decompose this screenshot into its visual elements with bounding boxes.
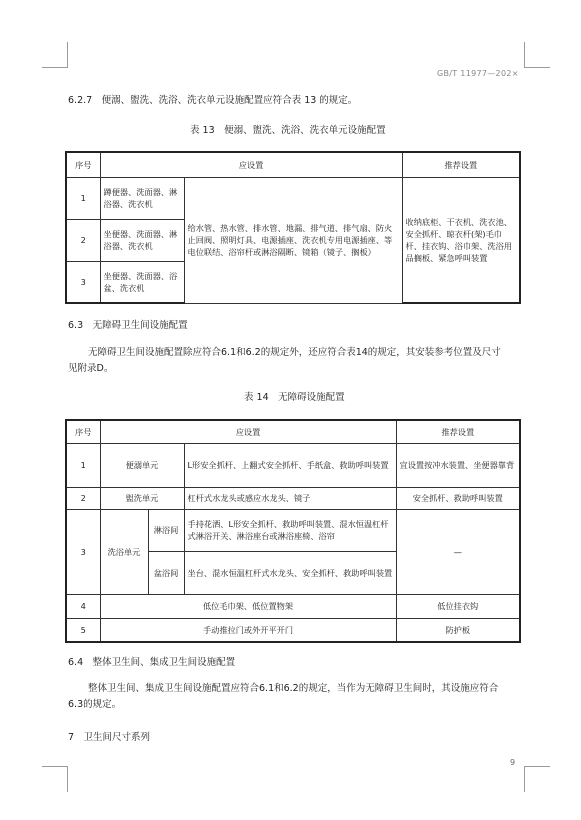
table14-row3-unit: 洗浴单元: [100, 509, 148, 594]
table14-caption: 表 14 无障碍设施配置: [244, 392, 345, 403]
table14-header-recommended: 推荐设置: [396, 420, 520, 443]
table14-row1-required: L形安全抓杆、上翻式安全抓杆、手纸盒、救助呼叫装置: [184, 443, 396, 487]
crop-mark-top-right-v: [524, 42, 525, 68]
table14-row3-no: 3: [66, 509, 100, 594]
table13-caption: 表 13 便溺、盥洗、洗浴、洗衣单元设施配置: [190, 125, 386, 136]
table13-row1-no: 1: [66, 177, 100, 219]
section-6-4-title: 6.4 整体卫生间、集成卫生间设施配置: [68, 657, 236, 668]
table14-row4-no: 4: [66, 594, 100, 618]
table13-required-cell: 给水管、热水管、排水管、地漏、排气道、排气扇、防火止回阀、照明灯具、电源插座、洗衣机专用电源插座、等电位联结、浴帘杆或淋浴隔断、镜箱（镜子、搁板）: [184, 177, 402, 303]
doc-code-header: GB/T 11977—202×: [437, 69, 519, 78]
table14-row3-sub1-name: 淋浴间: [148, 509, 184, 551]
table14-row1-recommended: 宜设置按冲水装置、坐便器靠背: [396, 443, 520, 487]
table14-row2-unit: 盥洗单元: [100, 487, 184, 509]
table14-row3-sub1-required: 手持花洒、L形安全抓杆、救助呼叫装置、混水恒温杠杆式淋浴开关、淋浴座台或淋浴座椅、浴帘: [184, 509, 396, 551]
section-7-title: 7 卫生间尺寸系列: [68, 732, 151, 743]
table-14: [65, 419, 521, 643]
table14-header-required: 应设置: [100, 420, 396, 443]
table14-row3-sub2-name: 盆浴间: [148, 551, 184, 594]
table13-row2-no: 2: [66, 219, 100, 261]
table14-row5-no: 5: [66, 618, 100, 642]
section-6-3-para-line2: 见附录D。: [68, 363, 114, 374]
table13-recommended-cell: 收纳底柜、干衣机、洗衣池、安全抓杆、晾衣杆(架)毛巾杆、挂衣钩、浴巾架、洗浴用品搁板、紧急呼叫装置: [402, 177, 520, 303]
table14-row2-no: 2: [66, 487, 100, 509]
section-6-3-para-line1: 无障碍卫生间设施配置除应符合6.1和6.2的规定外，还应符合表14的规定，其安装参考位置及尺寸: [88, 347, 501, 358]
crop-mark-bottom-right-h: [524, 766, 550, 767]
table14-row4-required: 低位毛巾架、低位置物架: [100, 594, 396, 618]
section-6-3-title: 6.3 无障碍卫生间设施配置: [68, 320, 188, 331]
page-number: 9: [510, 758, 516, 767]
table-13: [65, 151, 521, 304]
table13-row3-no: 3: [66, 261, 100, 303]
crop-mark-bottom-left-h: [42, 766, 68, 767]
table14-row1-no: 1: [66, 443, 100, 487]
table13-row3-unit: 坐便器、洗面器、浴盆、洗衣机: [100, 261, 184, 303]
table14-row3-recommended: —: [396, 509, 520, 594]
clause-6-2-7: 6.2.7 便溺、盥洗、洗浴、洗衣单元设施配置应符合表 13 的规定。: [68, 95, 358, 106]
table14-header-no: 序号: [66, 420, 100, 443]
table14-row1-unit: 便溺单元: [100, 443, 184, 487]
crop-mark-top-right-h: [524, 67, 550, 68]
table13-header-required: 应设置: [100, 152, 402, 177]
table13-row1-unit: 蹲便器、洗面器、淋浴器、洗衣机: [100, 177, 184, 219]
crop-mark-bottom-right-v: [524, 766, 525, 792]
table13-header-recommended: 推荐设置: [402, 152, 520, 177]
crop-mark-top-left-v: [67, 42, 68, 68]
table13-header-no: 序号: [66, 152, 100, 177]
section-6-4-para-line1: 整体卫生间、集成卫生间设施配置应符合6.1和6.2的规定，当作为无障碍卫生间时，其设施应符合: [88, 683, 499, 694]
table13-row2-unit: 坐便器、洗面器、淋浴器、洗衣机: [100, 219, 184, 261]
table14-row5-required: 手动推拉门或外开平开门: [100, 618, 396, 642]
section-6-4-para-line2: 6.3的规定。: [68, 699, 122, 710]
table14-row3-sub2-required: 坐台、混水恒温杠杆式水龙头、安全抓杆、救助呼叫装置: [184, 551, 396, 594]
crop-mark-top-left-h: [42, 67, 68, 68]
table14-row2-recommended: 安全抓杆、救助呼叫装置: [396, 487, 520, 509]
table14-row5-recommended: 防护板: [396, 618, 520, 642]
crop-mark-bottom-left-v: [67, 766, 68, 792]
table14-row4-recommended: 低位挂衣钩: [396, 594, 520, 618]
table14-row2-required: 杠杆式水龙头或感应水龙头、镜子: [184, 487, 396, 509]
